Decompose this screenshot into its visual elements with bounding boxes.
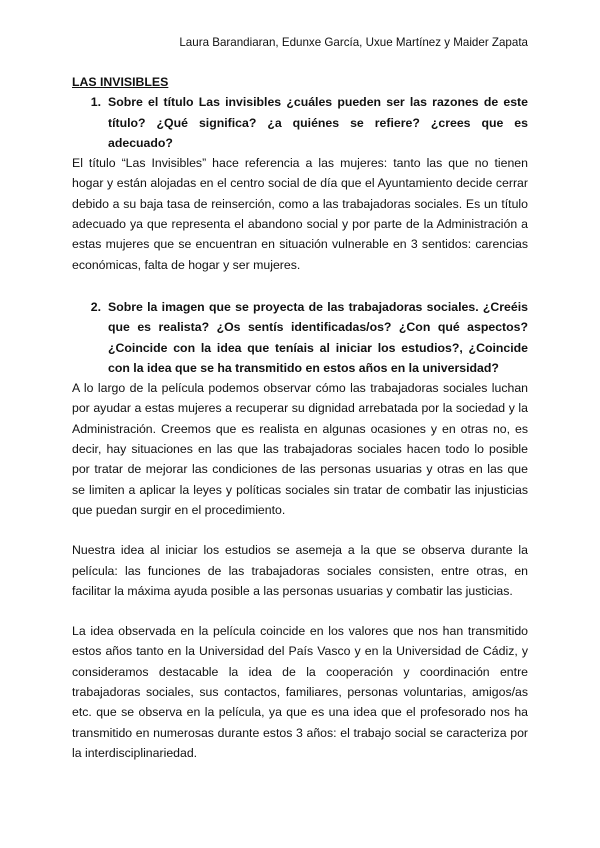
paragraph-spacer <box>72 601 528 621</box>
question-1 <box>72 92 528 153</box>
question-1-text: Sobre el título Las invisibles ¿cuáles pueden ser las razones de este título? ¿Qué significa? ¿a quiénes se refiere? ¿crees que es adecuado? <box>108 95 528 150</box>
answer-2-paragraph-1: A lo largo de la película podemos observar cómo las trabajadoras sociales luchan por ayudar a estas mujeres a recuperar su dignidad arrebatada por la sociedad y la Administración. Creemos que es realista en algunas ocasiones y en otras no, es decir, hay situaciones en las que las trabajadoras sociales hacen todo lo posible por tratar de mejorar las condiciones de las personas usuarias y otras en las que se limiten a aplicar la leyes y políticas sociales sin tratar de combatir las injusticias que puedan surgir en el procedimiento. <box>72 381 528 517</box>
answer-2-paragraph-3: La idea observada en la película coincide en los valores que nos han transmitido estos años tanto en la Universidad del País Vasco y en la Universidad de Cádiz, y consideramos destacable la idea de la cooperación y coordinación entre trabajadoras sociales, sus contactos, familiares, personas voluntarias, amigos/as etc. que se observa en la película, ya que es una idea que el profesorado nos ha transmitido en numerosas durante estos 3 años: el trabajo social se caracteriza por la interdisciplinariedad. <box>72 624 528 760</box>
document-body <box>72 72 528 763</box>
question-2-text: Sobre la imagen que se proyecta de las trabajadoras sociales. ¿Creéis que es realista? ¿Os sentís identificadas/os? ¿Con qué aspectos? ¿Coincide con la idea que teníais al iniciar los estudios?, ¿Coincide con la idea que se ha transmitido en estos años en la universidad? <box>108 299 528 375</box>
document-title: LAS INVISIBLES <box>72 75 169 89</box>
question-2 <box>72 297 528 378</box>
question-2-number: 2. <box>90 299 101 314</box>
answer-1-paragraph-1: El título “Las Invisibles” hace referencia a las mujeres: tanto las que no tienen hogar y están alojadas en el centro social de día que el Ayuntamiento decide cerrar debido a su baja tasa de reinserción, como a las trabajadoras sociales. Es un título adecuado ya que representa el abandono social y por parte de la Administración a estas mujeres que se encuentran en situación vulnerable en 3 sentidos: carencias económicas, falta de hogar y ser mujeres. <box>72 156 528 272</box>
paragraph-spacer <box>72 275 528 295</box>
answer-2-paragraph-2: Nuestra idea al iniciar los estudios se asemeja a la que se observa durante la película: las funciones de las trabajadoras sociales consisten, entre otras, en facilitar la máxima ayuda posible a las personas usuarias y combatir las justicias. <box>72 543 528 598</box>
paragraph-spacer <box>72 520 528 540</box>
question-1-number: 1. <box>90 95 101 110</box>
page-header-authors: Laura Barandiaran, Edunxe García, Uxue Martínez y Maider Zapata <box>179 36 528 49</box>
